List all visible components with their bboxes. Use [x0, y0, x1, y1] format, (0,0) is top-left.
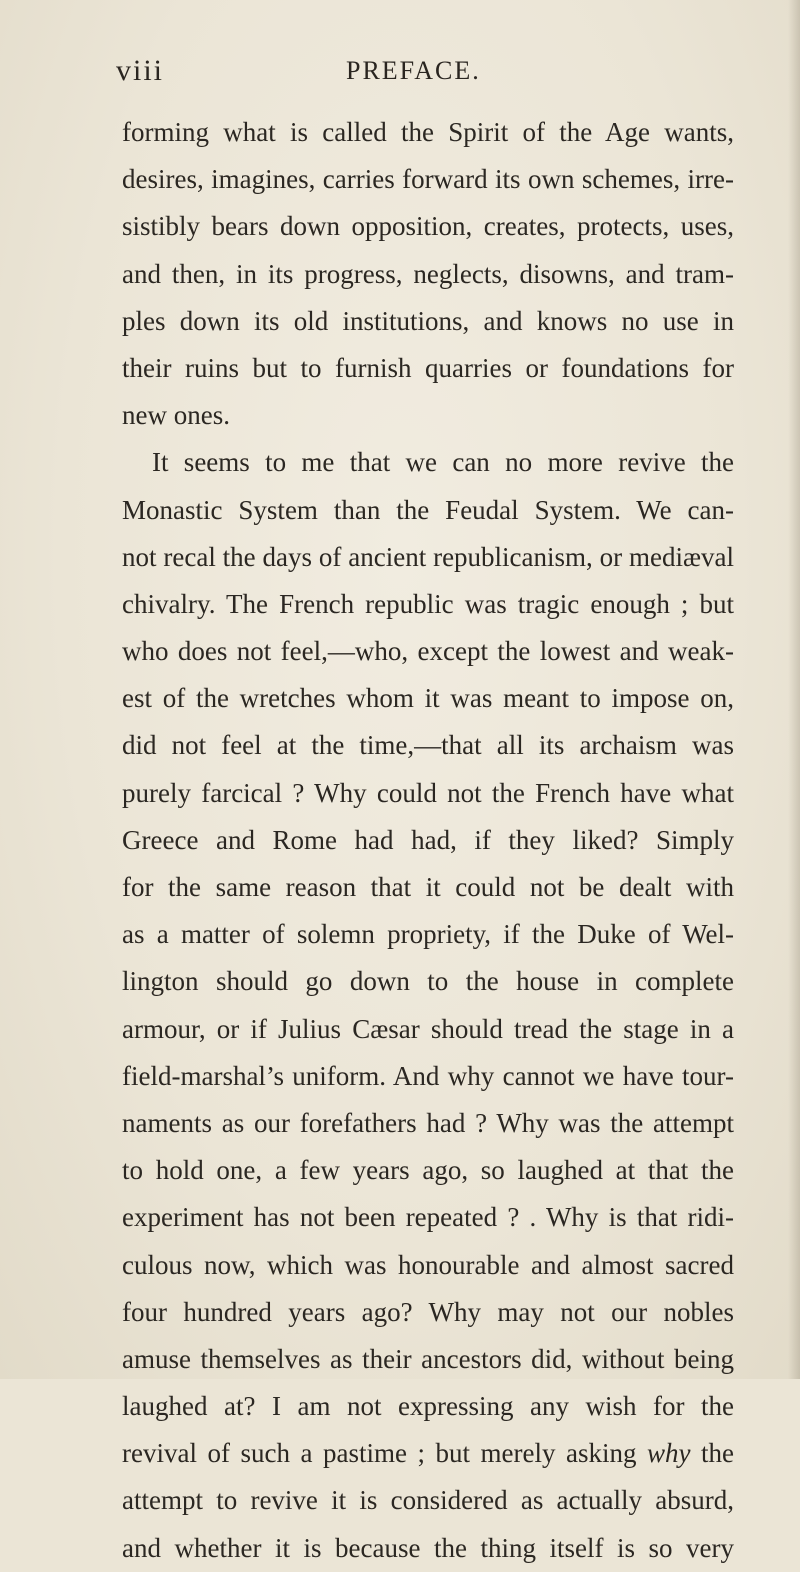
text-line: laughed at? I am not expressing any wish for the — [122, 1391, 734, 1422]
text-line: who does not feel,—who, except the lowest and weak- — [122, 636, 734, 667]
text-line: armour, or if Julius Cæsar should tread the stage in a — [122, 1013, 734, 1044]
text-line: to hold one, a few years ago, so laughed at that the — [122, 1155, 734, 1186]
text-line: and whether it is because the thing itself is so very — [122, 1532, 734, 1563]
text-line: did not feel at the time,—that all its archaism was — [122, 730, 734, 761]
text-line: It seems to me that we can no more revive the — [152, 447, 734, 478]
text-line: desires, imagines, carries forward its own schemes, irre- — [122, 164, 734, 195]
page-number: viii — [116, 54, 165, 87]
text-line: Monastic System than the Feudal System. We can- — [122, 494, 734, 525]
text-line: purely farcical ? Why could not the French have what — [122, 777, 734, 808]
text-line: field-marshal’s uniform. And why cannot we have tour- — [122, 1060, 734, 1091]
text-line: for the same reason that it could not be dealt with — [122, 872, 734, 902]
text-line: Greece and Rome had had, if they liked? Simply — [122, 824, 734, 855]
page-edge-shadow — [788, 0, 800, 1379]
text-line: chivalry. The French republic was tragic enough ; but — [122, 588, 734, 619]
body-text — [122, 109, 734, 1572]
text-line: their ruins but to furnish quarries or foundations for — [122, 352, 734, 383]
text-line: attempt to revive it is considered as actually absurd, — [122, 1485, 734, 1516]
page-header — [116, 54, 736, 94]
text-line: sistibly bears down opposition, creates, protects, uses, — [122, 211, 734, 242]
text-line: experiment has not been repeated ? . Why is that ridi- — [122, 1202, 734, 1233]
text-line: as a matter of solemn propriety, if the Duke of Wel- — [122, 919, 734, 950]
text-line: revival of such a pastime ; but merely asking why the — [122, 1438, 734, 1469]
text-line: est of the wretches whom it was meant to impose on, — [122, 683, 734, 714]
text-line: lington should go down to the house in complete — [122, 966, 734, 997]
text-line: new ones. — [122, 400, 230, 431]
text-line: culous now, which was honourable and almost sacred — [122, 1249, 734, 1280]
text-line: ples down its old institutions, and knows no use in — [122, 305, 734, 336]
running-head: PREFACE. — [346, 56, 481, 85]
text-line: amuse themselves as their ancestors did, without being — [122, 1343, 734, 1374]
text-line: four hundred years ago? Why may not our nobles — [122, 1296, 734, 1327]
text-line: not recal the days of ancient republicanism, or mediæval — [122, 541, 734, 572]
text-line: forming what is called the Spirit of the Age wants, — [122, 117, 734, 147]
text-line: naments as our forefathers had ? Why was the attempt — [122, 1107, 734, 1138]
emphasis: why — [646, 1438, 691, 1469]
text-line: and then, in its progress, neglects, disowns, and tram- — [122, 258, 734, 289]
